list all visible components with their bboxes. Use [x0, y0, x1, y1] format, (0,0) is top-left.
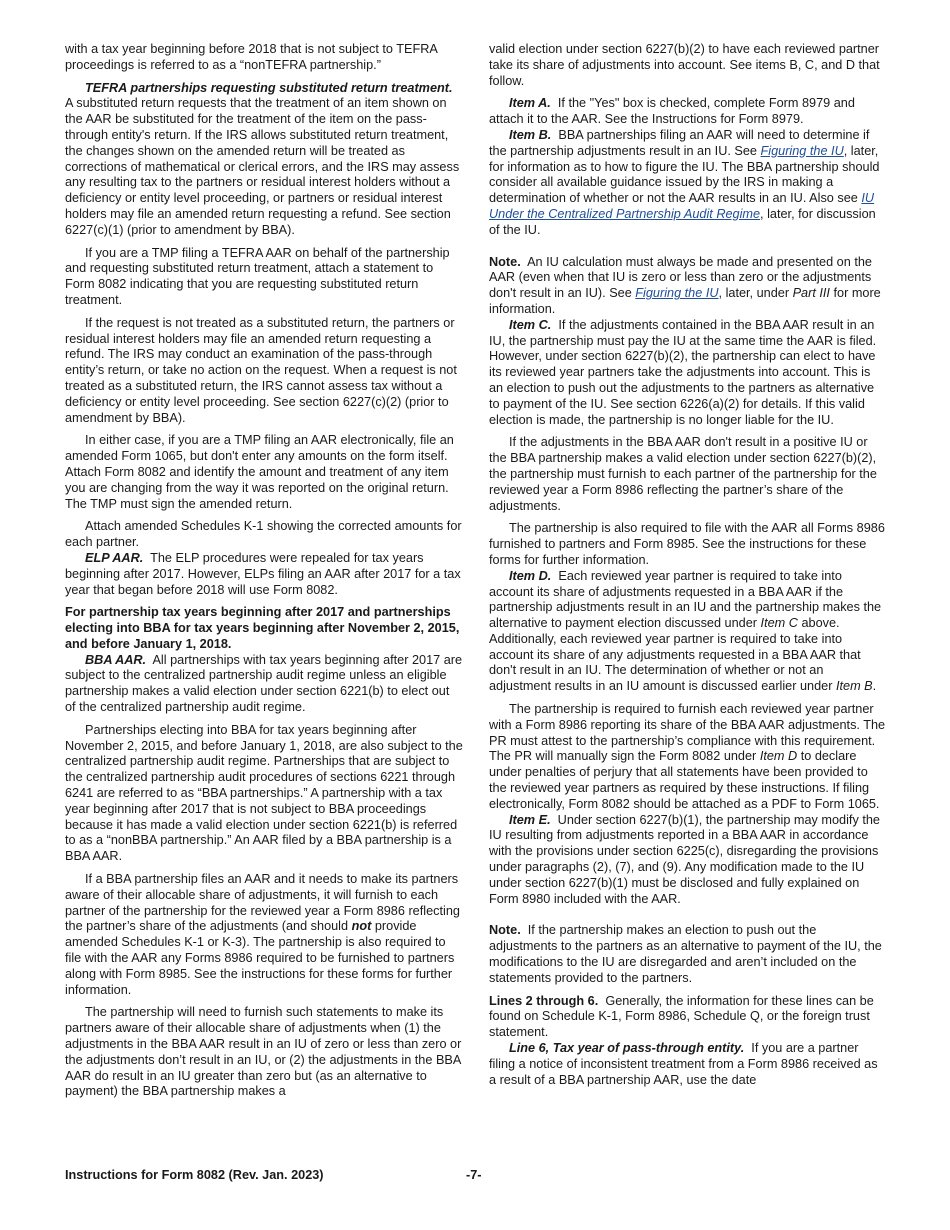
- left-column: [65, 42, 463, 1107]
- figuring-the-iu-link[interactable]: Figuring the IU: [760, 143, 844, 158]
- paragraph-elp-aar: ELP AAR. The ELP procedures were repealed for tax years beginning after 2017. However, ELPs filing an AAR after 2017 for a tax year that began before 2018 will use Form 8082.: [65, 550, 461, 597]
- run-in-heading: Item D.: [509, 568, 552, 583]
- paragraph: The partnership is required to furnish each reviewed year partner with a Form 8986 reporting its share of the BBA AAR adjustments. The PR must attest to the partnership’s compliance with this requirement. The PR will manually sign the Form 8082 under Item D to declare under penalties of perjury that all statements have been provided to the reviewed year partners as required by these instructions. If filing electronically, Form 8082 should be attached as a PDF to Form 1065.: [489, 702, 886, 811]
- run-in-heading: BBA AAR.: [85, 652, 147, 667]
- paragraph: If the request is not treated as a substituted return, the partners or residual interest holders may file an amended return requesting a refund. The IRS may conduct an examination of the pass-through entity’s return, or take no action on the request. When a request is not treated as a substituted return, the IRS cannot assess tax without a deficiency or entity level proceeding. See section 6227(c)(2) (prior to amendment by BBA).: [65, 315, 457, 425]
- page-number: -7-: [466, 1168, 482, 1182]
- paragraph: with a tax year beginning before 2018 that is not subject to TEFRA proceedings is referred to as a “nonTEFRA partnership.”: [65, 42, 438, 72]
- note-label: Note.: [489, 923, 521, 938]
- note-label: Note.: [489, 254, 521, 269]
- paragraph-tefra-substituted: TEFRA partnerships requesting substituted return treatment. A substituted return requests that the treatment of an item shown on the AAR be substituted for the treatment of the item on the pass-through entity's return. If the IRS allows substituted return treatment, the changes shown on the amended return will be treated as corrections of mathematical or clerical errors, and the IRS may assess any resulting tax to the partners or residual interest holders without a deficiency or entity level proceeding, or partners or residual interest holders may file an amended return requesting a refund. See section 6227(c)(1) (prior to amendment by BBA).: [65, 80, 460, 237]
- run-in-heading: ELP AAR.: [85, 550, 144, 565]
- run-in-heading: Item E.: [509, 812, 551, 827]
- page-footer: [65, 1168, 885, 1186]
- paragraph-item-b: Item B. BBA partnerships filing an AAR will need to determine if the partnership adjustments result in an IU. See Figuring the IU, later, for information as to how to figure the IU. The BBA partnership should consider all available guidance issued by the IRS in making a determination of whether or not the AAR results in an IU. Also see IU Under the Centralized Partnership Audit Regime, later, for discussion of the IU.: [489, 127, 880, 237]
- run-in-heading: Line 6, Tax year of pass-through entity.: [509, 1041, 745, 1056]
- paragraph: If you are a TMP filing a TEFRA AAR on behalf of the partnership and requesting substituted return treatment, attach a statement to Form 8082 indicating that you are requesting substituted return treatment.: [65, 245, 450, 307]
- note-paragraph: Note. If the partnership makes an election to push out the adjustments to the partners as an alternative to payment of the IU, the modifications to the IU are disregarded and aren’t included on the statements provided to the partners.: [489, 923, 882, 985]
- paragraph-item-d: Item D. Each reviewed year partner is required to take into account its share of adjustments requested in a BBA AAR if the partnership adjustments result in an IU and the partnership makes the alternative to payment election discussed under Item C above. Additionally, each reviewed year partner is required to take into account its share of any adjustments requested in a BBA AAR that don't result in an IU. The determination of whether or not an adjustment results in an IU amount is discussed earlier under Item B.: [489, 568, 882, 694]
- run-in-heading: Item C.: [509, 317, 552, 332]
- figuring-the-iu-link[interactable]: Figuring the IU: [635, 286, 719, 301]
- paragraph: If the adjustments in the BBA AAR don't result in a positive IU or the BBA partnership makes a valid election under section 6227(b)(2), the partnership must furnish to each partner of the partnership for the reviewed year a Form 8986 reflecting the partner’s share of the adjustments.: [489, 435, 877, 513]
- paragraph: The partnership is also required to file with the AAR all Forms 8986 furnished to partners and Form 8985. See the instructions for these forms for further information.: [489, 521, 885, 567]
- section-heading: For partnership tax years beginning after 2017 and partnerships electing into BBA for tax years beginning after November 2, 2015, and before January 1, 2018.: [65, 605, 460, 651]
- paragraph-lines-2-6: Lines 2 through 6. Generally, the information for these lines can be found on Schedule K-1, Form 8986, Schedule Q, or the foreign trust statement.: [489, 993, 874, 1040]
- emphasis-not: not: [351, 919, 372, 934]
- run-in-heading: Item B.: [509, 127, 552, 142]
- paragraph: In either case, if you are a TMP filing an AAR electronically, file an amended Form 1065, but don't enter any amounts on the form itself. Attach Form 8082 and identify the amount and treatment of any item you are changing from the way it was reported on the original return. The TMP must sign the amended return.: [65, 433, 454, 511]
- paragraph: Partnerships electing into BBA for tax years beginning after November 2, 2015, and before January 1, 2018, are also subject to the centralized partnership audit regime. Partnerships that are subject to the centralized partnership audit procedures of sections 6221 through 6241 are referred to as “BBA partnerships.” A partnership with a tax year beginning after 2017 that is not subject to BBA proceedings because it has made a valid election under section 6221(b) is referred to as a “nonBBA partnership.” An AAR filed by a BBA partnership is a BBA AAR.: [65, 722, 463, 864]
- paragraph-item-e: Item E. Under section 6227(b)(1), the partnership may modify the IU resulting from adjustments reported in a BBA AAR in accordance with the provisions under section 6225(c), disregarding the provisions under paragraphs (2), (7), and (9). Any modification made to the IU under section 6227(b)(1) must be disclosed and fully explained on Form 8980 included with the AAR.: [489, 812, 880, 906]
- run-in-heading: Item A.: [509, 96, 551, 111]
- right-column: [489, 42, 887, 1095]
- footer-title: Instructions for Form 8082 (Rev. Jan. 2023): [65, 1168, 324, 1182]
- paragraph: Attach amended Schedules K-1 showing the corrected amounts for each partner.: [65, 519, 462, 550]
- paragraph: valid election under section 6227(b)(2) to have each reviewed partner take its share of adjustments into account. See items B, C, and D that follow.: [489, 42, 880, 88]
- run-in-heading: TEFRA partnerships requesting substituted return treatment.: [85, 80, 453, 95]
- paragraph-item-c: Item C. If the adjustments contained in the BBA AAR result in an IU, the partnership must pay the IU at the same time the AAR is filed. However, under section 6227(b)(2), the partnership can elect to have its reviewed year partners take the adjustments into account. This is an election to push out the adjustments to the partners as alternative to payment of the IU. See section 6226(a)(2) for details. If this valid election is made, the partnership is no longer liable for the IU.: [489, 317, 877, 427]
- note-paragraph: Note. An IU calculation must always be made and presented on the AAR (even when that IU is zero or less than zero or the adjustments don't result in an IU). See Figuring the IU, later, under Part III for more information.: [489, 254, 881, 316]
- paragraph-bba-aar: BBA AAR. All partnerships with tax years beginning after 2017 are subject to the centralized partnership audit regime unless an eligible partnership makes a valid election under section 6221(b) to elect out of the centralized partnership audit regime.: [65, 652, 463, 715]
- run-in-heading: Lines 2 through 6.: [489, 993, 599, 1008]
- paragraph: The partnership will need to furnish such statements to make its partners aware of their allocable share of adjustments when (1) the adjustments in the BBA AAR result in an IU of zero or less than zero or the adjustments don’t result in an IU, or (2) the adjustments in the BBA AAR do result in an IU greater than zero but (as an alternative to payment) the BBA partnership makes a: [65, 1005, 462, 1099]
- paragraph-line-6: Line 6, Tax year of pass-through entity. If you are a partner filing a notice of inconsistent treatment from a Form 8986 received as a result of a BBA partnership AAR, use the date: [489, 1041, 878, 1087]
- iu-centralized-audit-link[interactable]: IU Under the Centralized Partnership Audit Regime: [489, 191, 875, 221]
- paragraph-item-a: Item A. If the "Yes" box is checked, complete Form 8979 and attach it to the AAR. See the Instructions for Form 8979.: [489, 96, 855, 127]
- paragraph: If a BBA partnership files an AAR and it needs to make its partners aware of their allocable share of adjustments, it will furnish to each partner of the partnership for the reviewed year a Form 8986 reflecting the partner’s share of the adjustments (and should not provide amended Schedules K-1 or K-3). The partnership is also required to file with the AAR any Forms 8986 required to be furnished to partners along with Form 8985. See the instructions for these forms for further information.: [65, 872, 460, 997]
